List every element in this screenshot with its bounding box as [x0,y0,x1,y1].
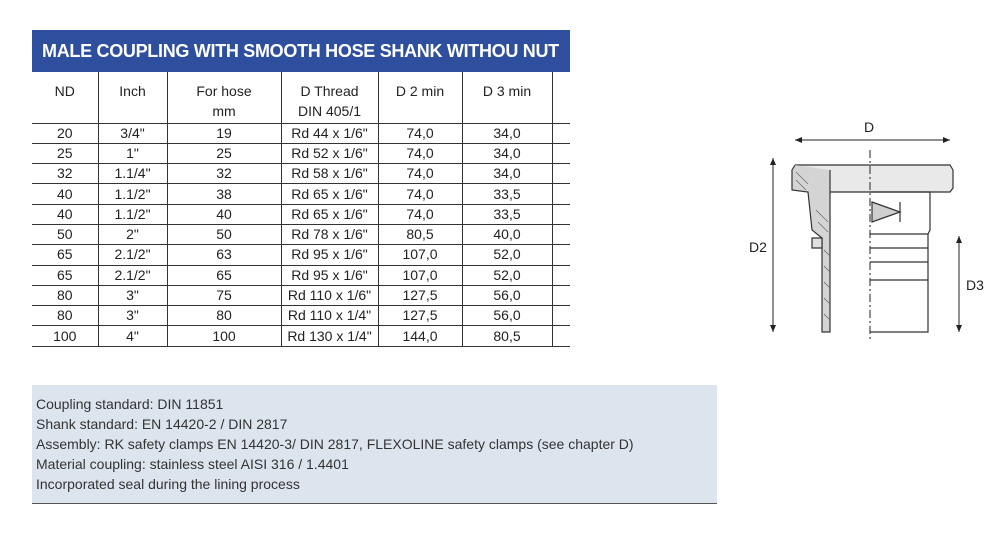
table-cell: 1.1/2" [98,204,167,224]
table-cell: 40,0 [462,224,552,244]
table-row [32,245,570,265]
table-row [32,306,570,326]
table-cell: 127,5 [378,285,462,305]
column-header [98,72,167,123]
table-cell-spacer [552,245,570,265]
table-cell: 20 [32,123,98,143]
arrow-left-icon [795,137,802,143]
table-cell: 34,0 [462,123,552,143]
table-cell: 25 [167,143,281,163]
table-cell: 80 [32,306,98,326]
table-cell: 40 [32,184,98,204]
table-cell: 56,0 [462,306,552,326]
table-cell: 4" [98,326,167,346]
table-cell: 25 [32,143,98,163]
note-line: Material coupling: stainless steel AISI 316 / 1.4401 [36,456,349,472]
table-cell: Rd 110 x 1/6" [281,285,378,305]
table-cell-spacer [552,123,570,143]
table-cell: 3/4" [98,123,167,143]
table-cell: 127,5 [378,306,462,326]
note-line: Assembly: RK safety clamps EN 14420-3/ DIN 2817, FLEXOLINE safety clamps (see chapter D) [36,436,634,452]
table-cell: 100 [32,326,98,346]
label-d3: D3 [966,277,984,293]
table-row [32,164,570,184]
column-header [281,72,378,123]
table-cell-spacer [552,224,570,244]
table-cell-spacer [552,184,570,204]
table-cell: 107,0 [378,265,462,285]
table-cell: 80 [167,306,281,326]
table-cell-spacer [552,326,570,346]
table-cell: 19 [167,123,281,143]
arrow-up-icon [956,236,962,243]
table-cell: 40 [167,204,281,224]
table-row [32,143,570,163]
table-cell: 2.1/2" [98,245,167,265]
notes-panel [32,385,717,504]
table-cell: Rd 58 x 1/6" [281,164,378,184]
column-header-line: mm [212,103,236,119]
column-header [32,72,98,123]
table-row [32,265,570,285]
table-cell: 65 [32,265,98,285]
table-cell: Rd 65 x 1/6" [281,204,378,224]
table-cell: 80,5 [378,224,462,244]
table-cell: 40 [32,204,98,224]
table-cell: 100 [167,326,281,346]
table-cell: 74,0 [378,164,462,184]
table-body [32,123,570,346]
label-d2: D2 [749,239,767,255]
table-cell: Rd 95 x 1/6" [281,245,378,265]
table-cell: 2" [98,224,167,244]
arrow-right-icon [943,137,950,143]
table-cell: Rd 52 x 1/6" [281,143,378,163]
note-line: Coupling standard: DIN 11851 [36,396,224,412]
table-title: MALE COUPLING WITH SMOOTH HOSE SHANK WITHOU NUT [32,30,570,72]
column-spacer [552,72,570,123]
table-row [32,285,570,305]
table-cell-spacer [552,285,570,305]
table-cell: 80 [32,285,98,305]
table-cell: 74,0 [378,204,462,224]
table-cell: 1" [98,143,167,163]
table-cell: 38 [167,184,281,204]
note-line: Shank standard: EN 14420-2 / DIN 2817 [36,416,288,432]
table-cell: 33,5 [462,204,552,224]
column-header-line: Inch [119,83,146,99]
arrow-down-icon [956,325,962,332]
table-cell: 32 [32,164,98,184]
coupling-drawing [740,110,990,350]
table-cell: 65 [32,245,98,265]
table-cell: 74,0 [378,184,462,204]
table-cell: 33,5 [462,184,552,204]
table-cell: 34,0 [462,143,552,163]
column-header [167,72,281,123]
table-cell: 3" [98,285,167,305]
column-header-line: For hose [196,83,252,99]
table-cell: 34,0 [462,164,552,184]
table-cell: Rd 78 x 1/6" [281,224,378,244]
column-header-line: DIN 405/1 [297,103,362,119]
table-cell: 1.1/2" [98,184,167,204]
table-cell: Rd 130 x 1/4" [281,326,378,346]
table-cell: 56,0 [462,285,552,305]
column-header-line: ND [54,83,75,99]
table-cell: 75 [167,285,281,305]
table-cell-spacer [552,204,570,224]
table-cell-spacer [552,265,570,285]
column-header [462,72,552,123]
spec-table [32,72,570,347]
table-cell: Rd 110 x 1/4" [281,306,378,326]
table-row [32,326,570,346]
arrow-up-icon [770,158,776,165]
column-header [378,72,462,123]
table-cell: 74,0 [378,143,462,163]
table-cell-spacer [552,143,570,163]
table-cell: 74,0 [378,123,462,143]
table-cell: 50 [32,224,98,244]
table-cell: 65 [167,265,281,285]
table-cell: 52,0 [462,245,552,265]
table-cell-spacer [552,306,570,326]
column-header-line: D 3 min [482,83,532,99]
table-cell: 63 [167,245,281,265]
coupling-section [792,165,953,332]
table-cell: 3" [98,306,167,326]
table-row [32,123,570,143]
table-cell: 1.1/4" [98,164,167,184]
table-cell: Rd 95 x 1/6" [281,265,378,285]
table-cell: 80,5 [462,326,552,346]
table-cell: 52,0 [462,265,552,285]
table-cell-spacer [552,164,570,184]
table-header-row [32,72,570,123]
table-cell: Rd 65 x 1/6" [281,184,378,204]
column-header-line: D 2 min [395,83,445,99]
column-header-line: D Thread [300,83,359,99]
table-cell: 32 [167,164,281,184]
arrow-down-icon [770,325,776,332]
table-cell: 107,0 [378,245,462,265]
table-cell: 144,0 [378,326,462,346]
note-line: Incorporated seal during the lining process [36,476,300,492]
table-cell: 50 [167,224,281,244]
table-row [32,204,570,224]
table-row [32,184,570,204]
label-d: D [864,119,875,135]
table-cell: Rd 44 x 1/6" [281,123,378,143]
table-row [32,224,570,244]
table-cell: 2.1/2" [98,265,167,285]
